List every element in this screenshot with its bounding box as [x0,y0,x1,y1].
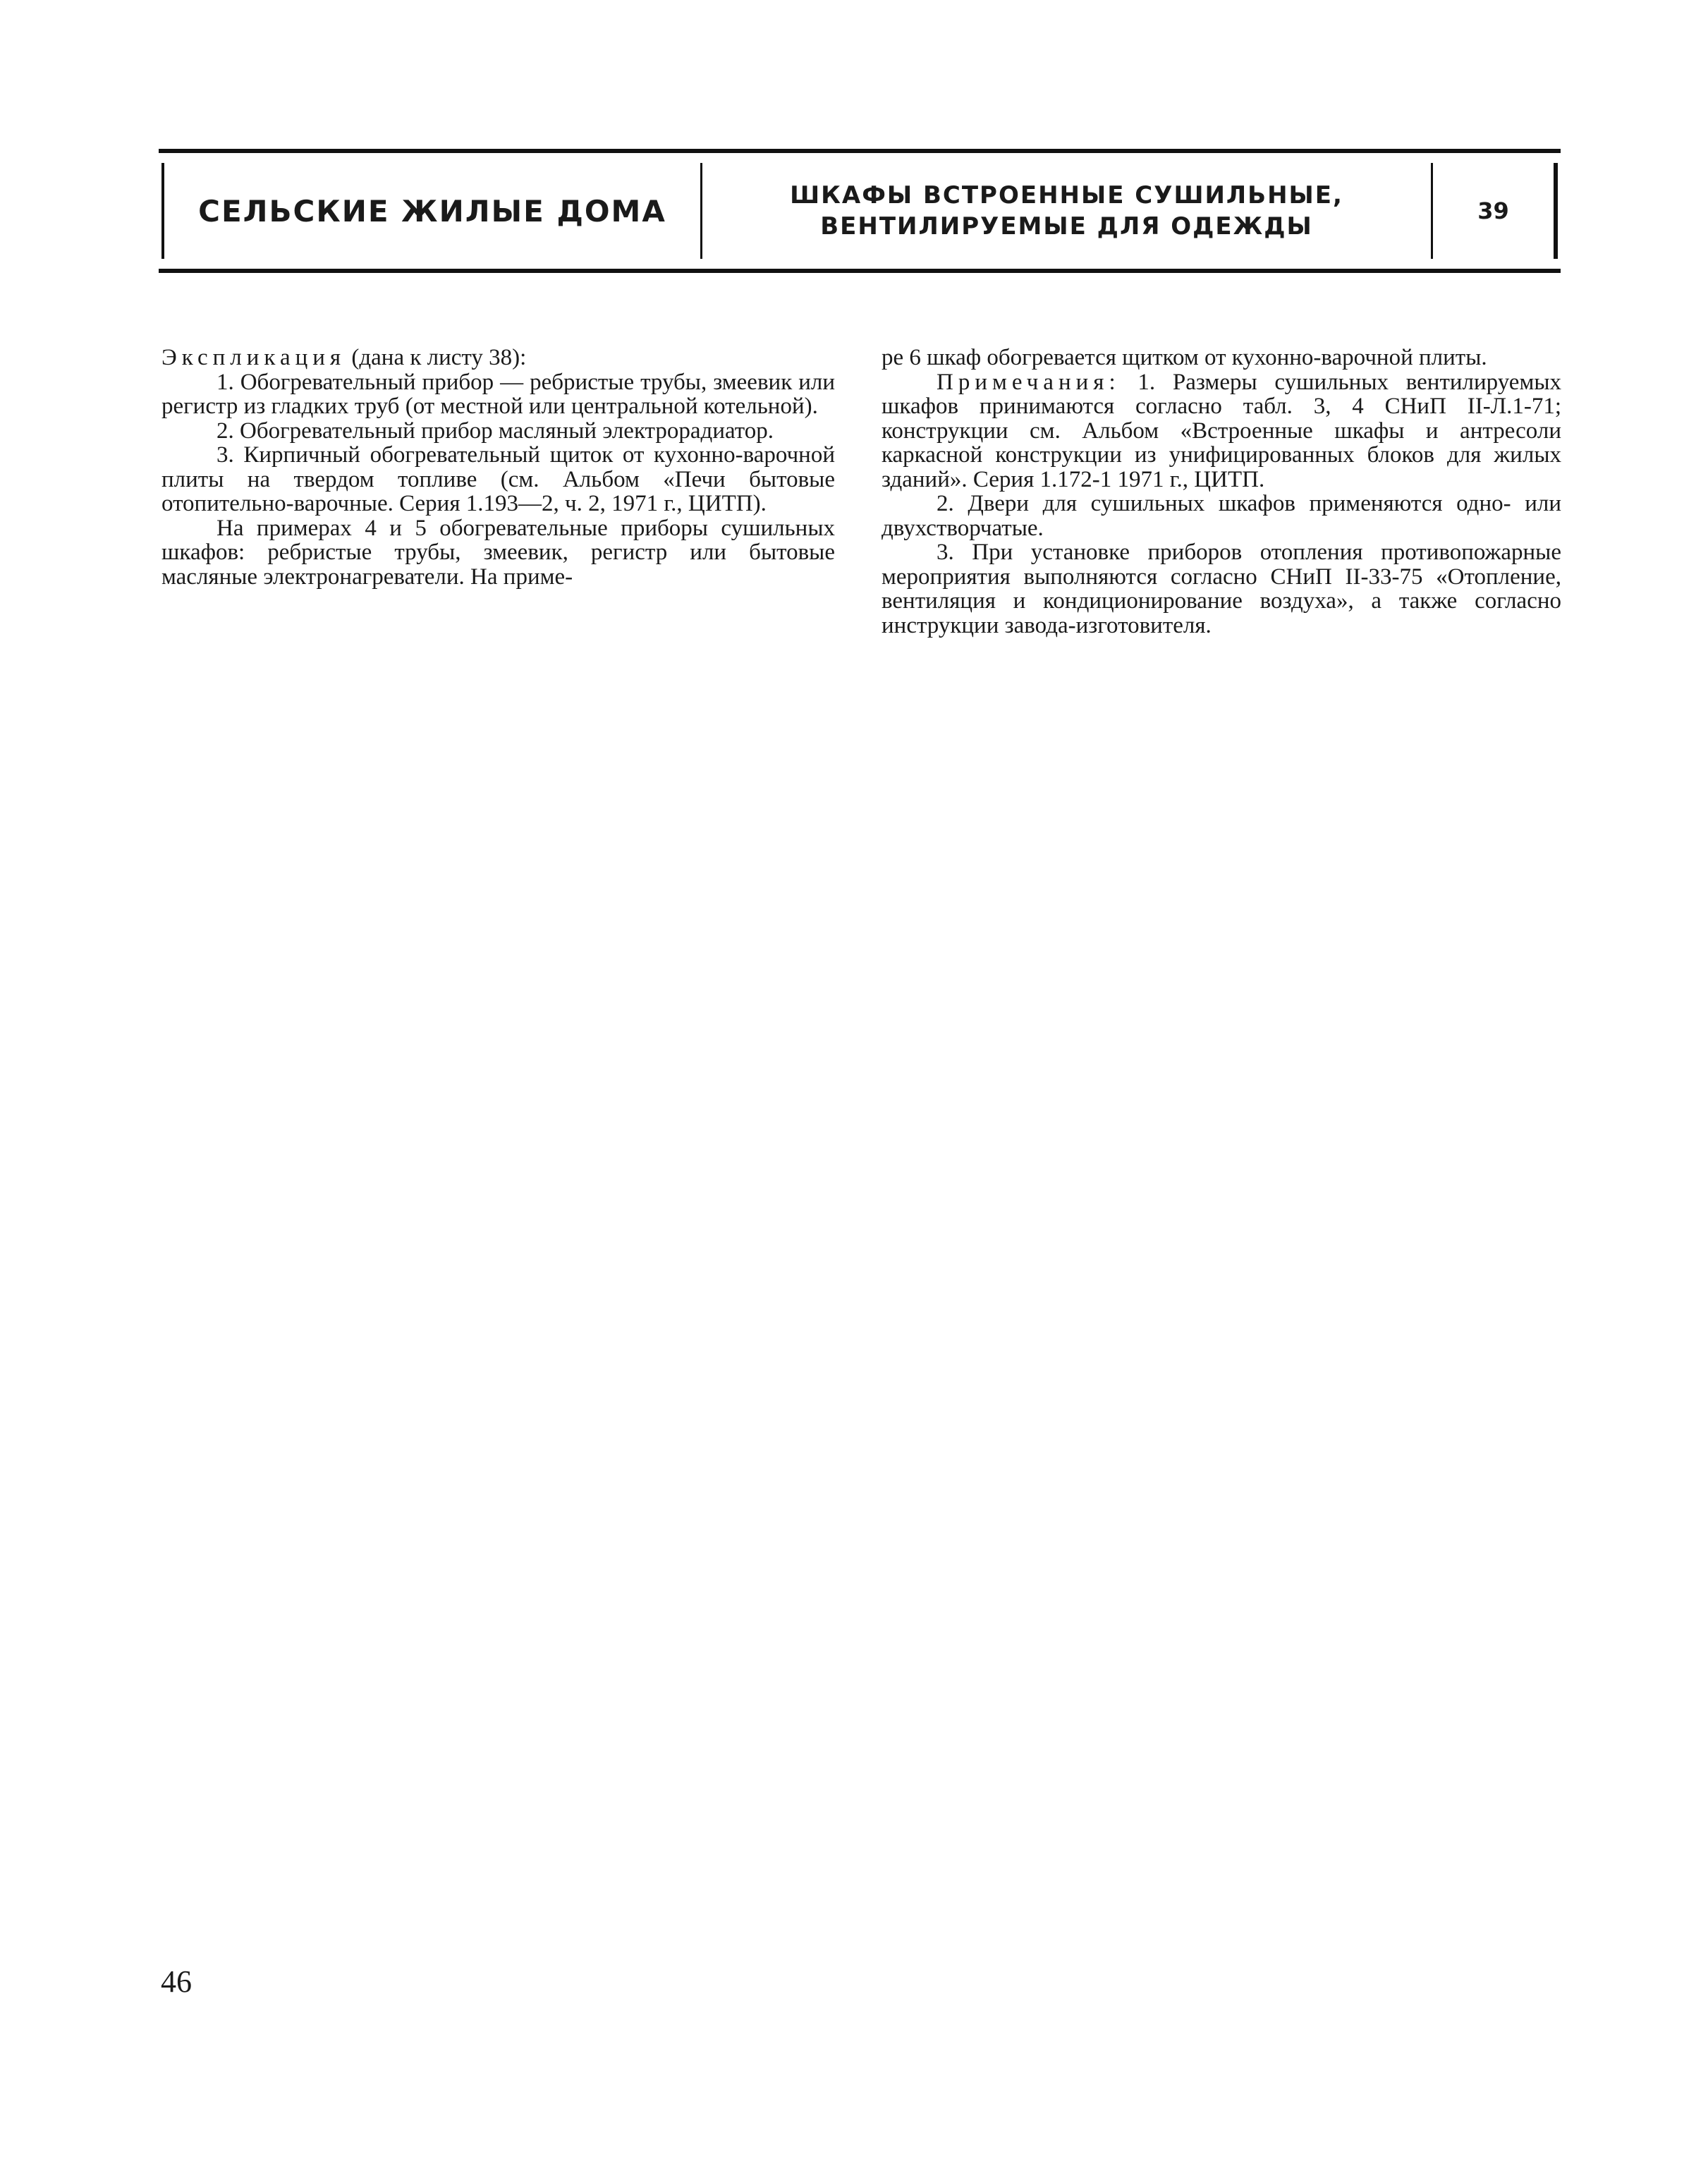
note-1-text: 1. Размеры сушильных вентилируемых шкафов принимаются согласно табл. 3, 4 СНиП II-Л.1-71; конструкции см. Альбом «Встроенные шкафы и антресоли каркасной конструкции из унифицированных блоков для жилых зданий». Серия 1.172-1 1971 г., ЦИТП. [882,369,1561,492]
explication-heading-rest: (дана к листу 38): [346,345,527,370]
note-2: 2. Двери для сушильных шкафов применяются одно- или двухстворчатые. [882,491,1561,541]
sheet-title [790,180,1343,242]
right-text-column [882,346,1561,638]
sheet-number: 39 [1477,197,1509,224]
header-title-block [159,149,1561,273]
series-title: СЕЛЬСКИЕ ЖИЛЫЕ ДОМА [198,193,666,229]
sheet-title-line-2: ВЕНТИЛИРУЕМЫЕ ДЛЯ ОДЕЖДЫ [820,212,1313,241]
note-3: 3. При установке приборов отопления противопожарные мероприятия выполняются согласно СНиП II-33-75 «Отопление, вентиляция и кондиционирование воздуха», а также согласно инструкции завода-изготовителя. [882,540,1561,638]
sheet-number-cell [1433,163,1558,259]
explication-item-1: 1. Обогревательный прибор — ребристые трубы, змеевик или регистр из гладких труб (от местной или центральной котельной). [161,369,835,419]
sheet-title-cell [702,163,1433,259]
explication-heading [161,346,835,370]
examples-paragraph: На примерах 4 и 5 обогревательные приборы сушильных шкафов: ребристые трубы, змеевик, регистр или бытовые масляные электронагреватели. На приме- [161,515,835,590]
notes-heading: Примечания: [937,369,1121,395]
note-1 [882,370,1561,492]
left-text-column [161,346,835,589]
examples-paragraph-continued: ре 6 шкаф обогревается щитком от кухонно-варочной плиты. [882,345,1487,370]
explication-heading-word: Экспликация [161,345,346,370]
page-number: 46 [161,1964,192,1999]
series-title-cell [161,163,702,259]
explication-item-3: 3. Кирпичный обогревательный щиток от кухонно-варочной плиты на твердом топливе (см. Альбом «Печи бытовые отопительно-варочные. Серия 1.193—2, ч. 2, 1971 г., ЦИТП). [161,442,835,516]
sheet-title-line-1: ШКАФЫ ВСТРОЕННЫЕ СУШИЛЬНЫЕ, [790,181,1343,209]
explication-item-2: 2. Обогревательный прибор масляный электрорадиатор. [216,418,774,444]
